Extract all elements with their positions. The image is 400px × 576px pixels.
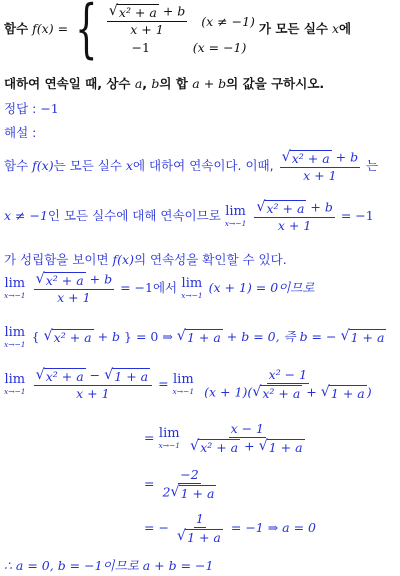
case-1-fraction: √ x² + a + b x + 1 (108, 3, 186, 38)
function-name: f(x) (32, 21, 54, 37)
derivation-step-4: = − 1 √ 1 + a = −1 ⇒ a = 0 (144, 511, 316, 546)
piecewise-brace: { (75, 0, 98, 66)
case-1 (105, 4, 255, 37)
answer-line (4, 99, 59, 117)
explanation-line-4: lim x→−1 √ x² + a + b x + 1 = −1에서 lim x→−1 (x + 1) = 0이므로 (4, 271, 315, 305)
explanation-line-1: 함수 f(x)는 모든 실수 x에 대하여 연속이다. 이때, √ x² + a + b x + 1 는 (4, 149, 379, 183)
case-2-value: −1 (131, 39, 150, 55)
derivation-step-3: = −2 2 √ 1 + a (144, 467, 215, 502)
explanation-line-2: x ≠ −1인 모든 실수에 대해 연속이므로 lim x→−1 √ x² + a + b x + 1 = −1 (4, 199, 374, 233)
case-2 (105, 40, 255, 55)
case-2-condition: (x = −1) (192, 39, 247, 55)
derivation-step-1: lim x→−1 √ x² + a − √ 1 + a x + 1 = lim x→−1 x² − 1 (x + 1)( √ x² + a + √ 1 + a ) (4, 367, 372, 402)
explanation-line-3: 가 성립함을 보이면 f(x)의 연속성을 확인할 수 있다. (4, 252, 287, 267)
problem-intro: 함수 (4, 21, 29, 37)
piecewise-cases (105, 4, 255, 54)
conclusion-line: ∴ a = 0, b = −1이므로 a + b = −1 (4, 558, 214, 573)
problem-line-1: 함수 f(x) = { √ x² + a + b x + 1 (x ≠ −1) −1 (x = −1) 가 모든 실수 x에 (4, 0, 352, 66)
fraction-f: √ x² + a + b x + 1 (281, 149, 359, 183)
case-1-condition: (x ≠ −1) (201, 13, 255, 29)
derivation-step-2: = lim x→−1 x − 1 √ x² + a + √ 1 + a (144, 421, 303, 456)
explanation-line-5: lim x→−1 { √ x² + a + b } = 0 ⇒ √ 1 + a + b = 0, 즉 b = − √ 1 + a (4, 325, 385, 349)
limit-operator: lim x→−1 (224, 204, 247, 229)
fraction-limit: √ x² + a + b x + 1 (256, 199, 333, 233)
problem-line-2: 대하여 연속일 때, 상수 a, b의 합 a + b의 값을 구하시오. (4, 76, 325, 91)
explanation-label: 해설 : (4, 125, 37, 140)
answer-value: −1 (40, 101, 59, 116)
answer-label: 정답 : (4, 101, 37, 116)
